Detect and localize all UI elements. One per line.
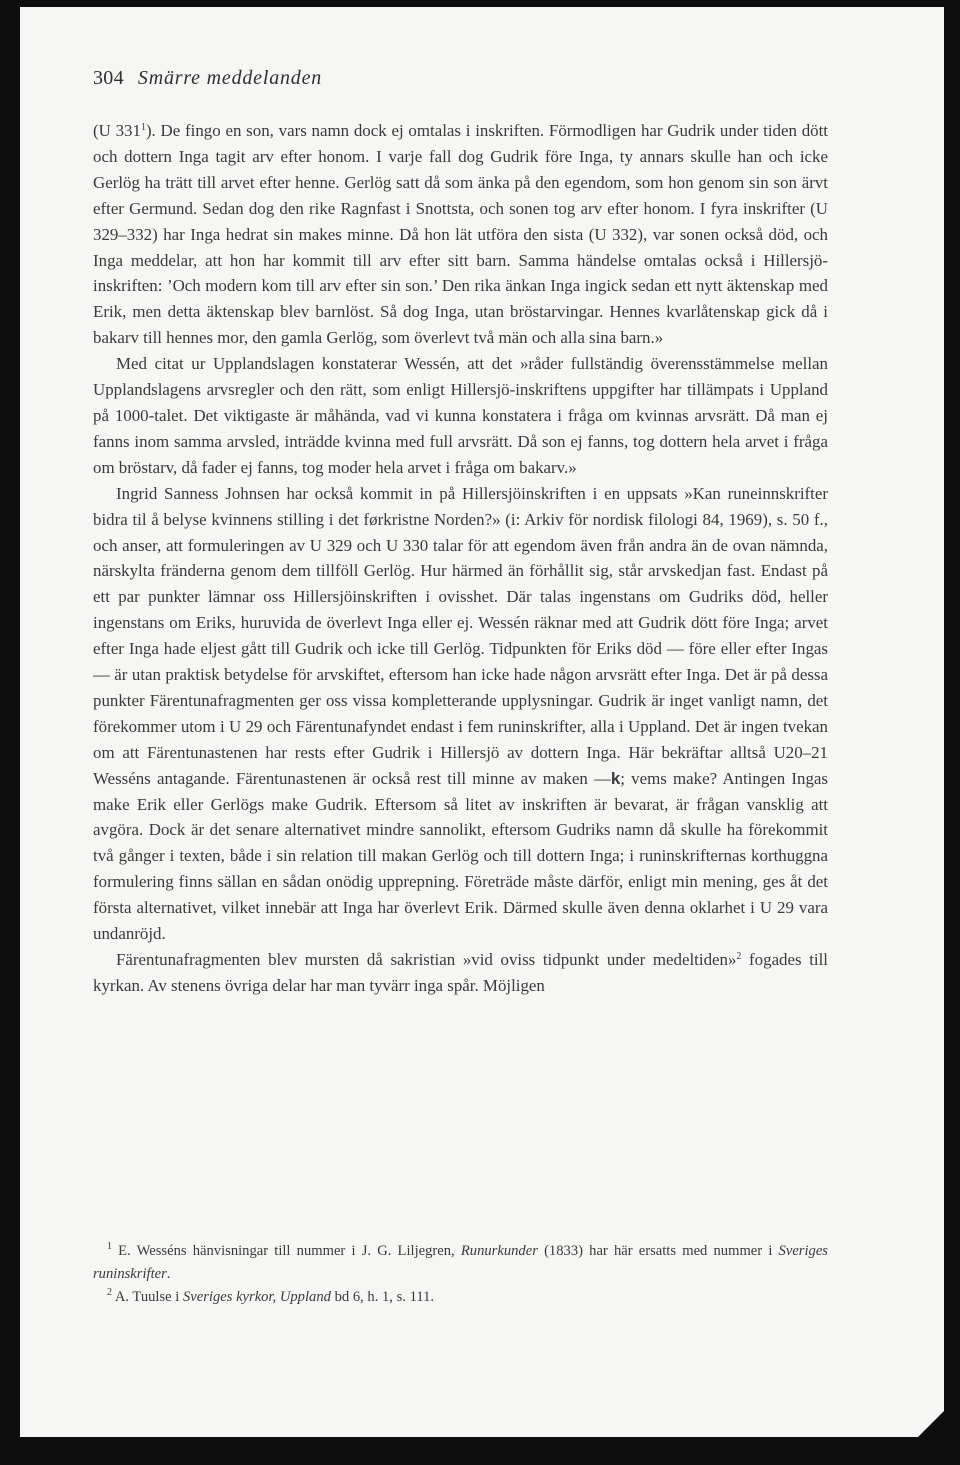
- italic-title: Runurkunder: [460, 1243, 538, 1259]
- footnote: [93, 1240, 828, 1286]
- paragraph-text: ). De fingo en son, vars namn dock ej omtalas i inskriften. Förmodligen har Gudrik under tiden dött och dottern Inga tagit arv efter honom. I varje fall dog Gudrik före Inga, ty annars skulle han och icke Gerlög ha trätt till arvet efter henne. Gerlög satt då som änka på den egendom, som hon genom sin son ärvt efter Germund. Sedan dog den rike Ragnfast i Snottsta, och sonen tog arv efter honom. I fyra inskrifter (U 329–332) har Inga hedrat sin makes minne. Då hon lät utföra den sista (U 332), var sonen också död, och Inga meddelar, att hon har kommit till arv efter sitt barn. Samma händelse omtalas också i Hillersjö-inskriften: ’Och modern kom till arv efter sin son.’ Den rika änkan Inga ingick sedan ett nytt äktenskap med Erik, men detta äktenskap blev barnlöst. Så dog Inga, utan bröstarvingar. Hennes kvarlåtenskap gick då i bakarv till hennes mor, den gamla Gerlög, som överlevt två män och alla sina barn.»: [93, 121, 828, 348]
- footnote-ref: 2: [107, 1286, 112, 1298]
- paragraph-text: Färentunafragmenten blev mursten då sakristian »vid oviss tidpunkt under medeltiden»: [116, 950, 737, 969]
- footnotes: [93, 1240, 828, 1308]
- rune-letter: k: [610, 768, 621, 788]
- footnote-ref: 2: [736, 951, 742, 962]
- running-title: Smärre meddelanden: [137, 67, 323, 89]
- paragraph-text: fogades till kyrkan. Av stenens övriga delar har man tyvärr inga spår. Möjligen: [93, 950, 828, 995]
- page-corner-fold: [918, 1411, 944, 1437]
- footnote-text: (1833) har här ersatts med nummer i: [537, 1243, 779, 1259]
- footnote-text: A. Tuulse i: [112, 1288, 183, 1305]
- running-head: [93, 67, 322, 90]
- footnote-ref: 1: [107, 1241, 112, 1252]
- footnote-text: .: [166, 1265, 171, 1282]
- footnote: [93, 1286, 828, 1309]
- paragraph: [93, 118, 828, 351]
- italic-title: Sveriges kyrkor, Uppland: [182, 1288, 331, 1305]
- paragraph: [93, 481, 828, 947]
- book-page: [20, 7, 944, 1437]
- paragraph-text: (U 331: [93, 121, 141, 140]
- paragraph-text: ; vems make? Antingen Ingas make Erik eller Gerlögs make Gudrik. Eftersom så litet av inskriften är bevarat, är frågan vansklig att avgöra. Dock är det senare alternativet mindre sannolikt, eftersom Gudriks namn då skulle ha förekommit två gånger i texten, både i sin relation till makan Gerlög och till dottern Inga; i runinskrifternas korthuggna formulering finns sällan en sådan onödig upprepning. Företräde måste därför, enligt min mening, ges åt det första alternativet, vilket innebär att Inga har överlevt Erik. Därmed skulle även denna oklarhet i U 29 vara undanröjd.: [93, 768, 828, 944]
- body-text: [93, 118, 828, 999]
- paragraph-text: Med citat ur Upplandslagen konstaterar Wessén, att det »råder fullständig överensstämmelse mellan Upplandslagens arvsregler och den rätt, som enligt Hillersjö-inskriftens uppgifter har tillämpats i Uppland på 1000-talet. Det viktigaste är måhända, vad vi kunna konstatera i fråga om kvinnas arvsrätt. Då man ej fanns inom samma arvsled, inträdde kvinna med full arvsrätt. Då son ej fanns, tog dottern hela arvet i fråga om bröstarv, då fader ej fanns, tog moder hela arvet i fråga om bakarv.»: [93, 354, 828, 477]
- paragraph-text: Ingrid Sanness Johnsen har också kommit in på Hillersjöinskriften i en uppsats »Kan runeinnskrifter bidra til å belyse kvinnens stilling i det førkristne Norden?» (i: Arkiv för nordisk filologi 84, 1969), s. 50 f., och anser, att formuleringen av U 329 och U 330 talar för att egendom även från andra än de ovan nämnda, närskylta fränderna genom dem tillföll Gerlög. Hur härmed än förhållit sig, står arvskedjan fast. Endast på ett par punkter lämnar oss Hillersjöinskriften i ovisshet. Där talas ingenstans om Gudriks död, heller ingenstans om Eriks, huruvida de överlevt Inga eller ej. Wessén räknar med att Gudrik dött före Inga; arvet efter Inga hade eljest gått till Gudrik och icke till Gerlög. Tidpunkten för Eriks död — före eller efter Ingas — är utan praktisk betydelse för arvskiftet, eftersom han icke hade någon arvsrätt efter Inga. Det är på dessa punkter Färentunafragmenten ger oss vissa kompletterande upplysningar. Gudrik är inget vanligt namn, det förekommer utom i U 29 och Färentunafyndet endast i fem runinskrifter, alla i Uppland. Det är ingen tvekan om att Färentunastenen har rests efter Gudrik i Hillersjö av dottern Inga. Här bekräftar alltså U20–21 Wesséns antagande. Färentunastenen är också rest till minne av maken —: [93, 483, 828, 788]
- paragraph: [93, 947, 828, 999]
- footnote-ref: 1: [140, 122, 146, 133]
- paragraph: [93, 351, 828, 481]
- footnote-text: E. Wesséns hänvisningar till nummer i J. G. Liljegren,: [112, 1243, 461, 1259]
- italic-title: Sveriges runinskrifter: [93, 1243, 828, 1282]
- page-number: 304: [93, 67, 124, 89]
- footnote-text: bd 6, h. 1, s. 111.: [330, 1288, 435, 1305]
